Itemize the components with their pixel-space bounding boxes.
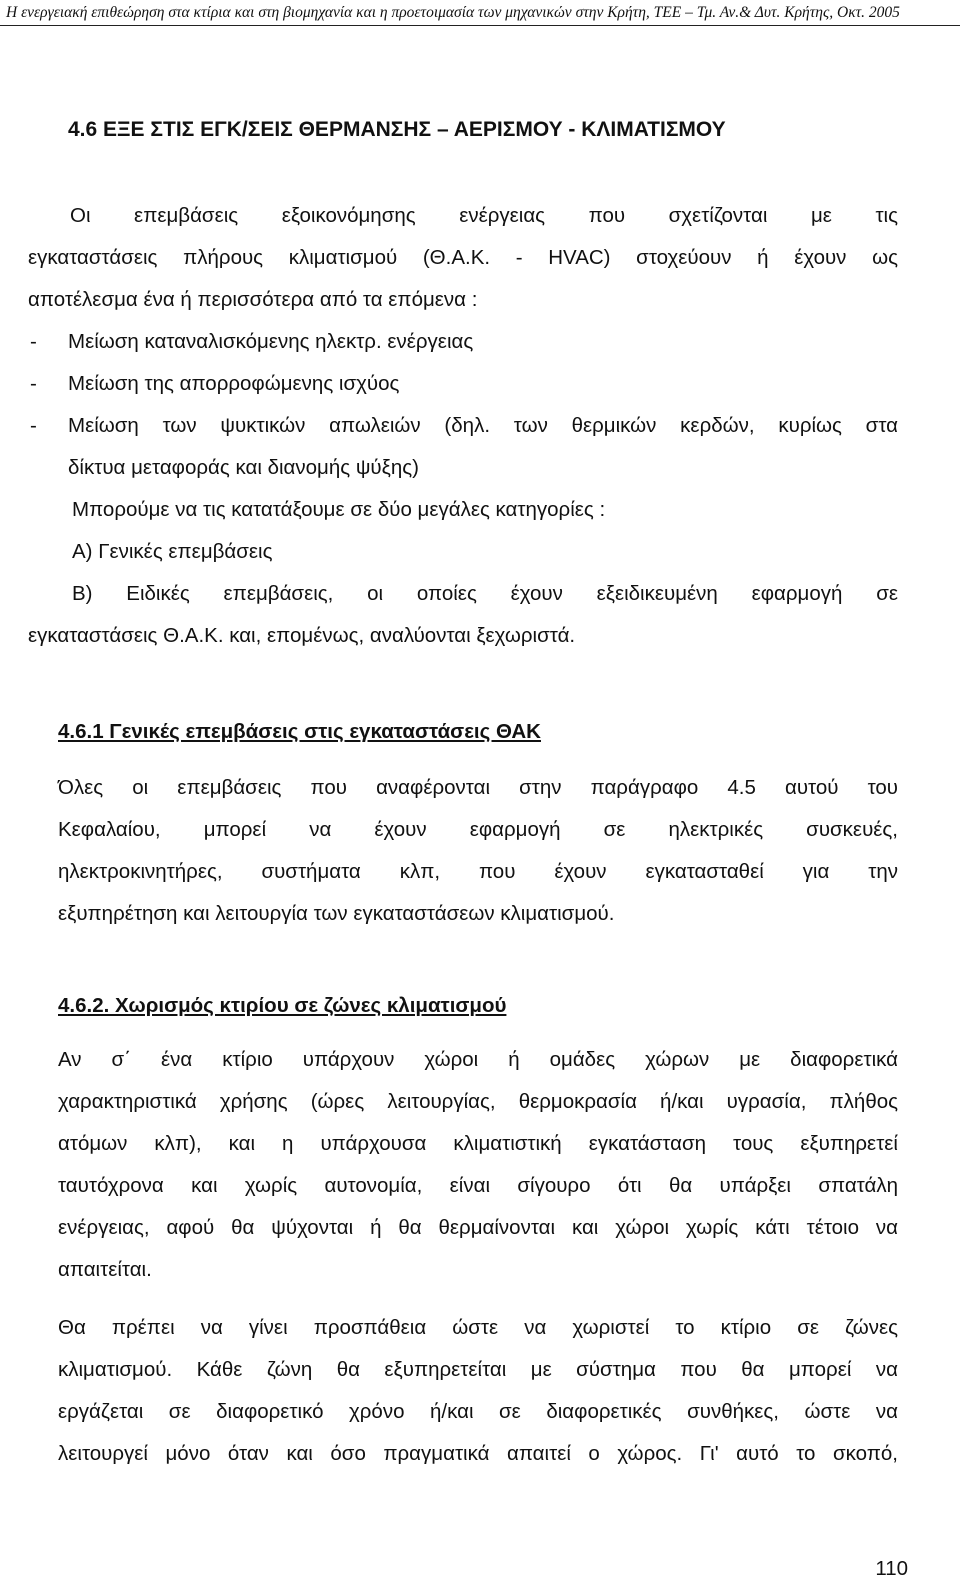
header-rule: [0, 25, 960, 26]
subsection-1-line-1: Όλες οι επεμβάσεις που αναφέρονται στην παράγραφο 4.5 αυτού του: [58, 776, 898, 799]
category-a: Α) Γενικές επεμβάσεις: [72, 540, 273, 563]
subsection-2-para1-line-1: Αν σ΄ ένα κτίριο υπάρχουν χώροι ή ομάδες χώρων με διαφορετικά: [58, 1048, 898, 1071]
section-title: 4.6 ΕΞΕ ΣΤΙΣ ΕΓΚ/ΣΕΙΣ ΘΕΡΜΑΝΣΗΣ – ΑΕΡΙΣΜΟΥ - ΚΛΙΜΑΤΙΣΜΟΥ: [68, 118, 726, 141]
subsection-1-line-4: εξυπηρέτηση και λειτουργία των εγκαταστάσεων κλιματισμού.: [58, 902, 615, 925]
subsection-2-para2-line-3: εργάζεται σε διαφορετικό χρόνο ή/και σε διαφορετικές συνθήκες, ώστε να: [58, 1400, 898, 1423]
bullet-item-1: Μείωση καταναλισκόμενης ηλεκτρ. ενέργειας: [68, 330, 474, 353]
bullet-dash-3: -: [30, 414, 37, 437]
categories-intro: Μπορούμε να τις κατατάξουμε σε δύο μεγάλες κατηγορίες :: [72, 498, 606, 521]
subsection-1-line-2: Κεφαλαίου, μπορεί να έχουν εφαρμογή σε ηλεκτρικές συσκευές,: [58, 818, 898, 841]
bullet-dash-2: -: [30, 372, 37, 395]
intro-line-3: αποτέλεσμα ένα ή περισσότερα από τα επόμενα :: [28, 288, 478, 311]
subsection-2-para1-line-6: απαιτείται.: [58, 1258, 152, 1281]
category-b-line-1: Β) Ειδικές επεμβάσεις, οι οποίες έχουν εξειδικευμένη εφαρμογή σε: [72, 582, 898, 605]
bullet-dash-1: -: [30, 330, 37, 353]
bullet-item-3-line-1: Μείωση των ψυκτικών απωλειών (δηλ. των θερμικών κερδών, κυρίως στα: [68, 414, 898, 437]
intro-line-1: Οι επεμβάσεις εξοικονόμησης ενέργειας που σχετίζονται με τις: [70, 204, 898, 227]
bullet-item-3-line-2: δίκτυα μεταφοράς και διανομής ψύξης): [68, 456, 419, 479]
subsection-2-para2-line-1: Θα πρέπει να γίνει προσπάθεια ώστε να χωριστεί το κτίριο σε ζώνες: [58, 1316, 898, 1339]
subsection-2-para2-line-2: κλιματισμού. Κάθε ζώνη θα εξυπηρετείται με σύστημα που θα μπορεί να: [58, 1358, 898, 1381]
subsection-2-para1-line-3: ατόμων κλπ), και η υπάρχουσα κλιματιστική εγκατάσταση τους εξυπηρετεί: [58, 1132, 898, 1155]
subsection-2-para1-line-4: ταυτόχρονα και χωρίς αυτονομία, είναι σίγουρο ότι θα υπάρξει σπατάλη: [58, 1174, 898, 1197]
subsection-2-para1-line-5: ενέργειας, αφού θα ψύχονται ή θα θερμαίνονται και χώροι χωρίς κάτι τέτοιο να: [58, 1216, 898, 1239]
category-b-line-2: εγκαταστάσεις Θ.Α.Κ. και, επομένως, αναλύονται ξεχωριστά.: [28, 624, 576, 647]
subsection-2-title: 4.6.2. Χωρισμός κτιρίου σε ζώνες κλιματισμού: [58, 994, 507, 1017]
subsection-1-line-3: ηλεκτροκινητήρες, συστήματα κλπ, που έχουν εγκατασταθεί για την: [58, 860, 898, 883]
subsection-1-title: 4.6.1 Γενικές επεμβάσεις στις εγκαταστάσεις ΘΑΚ: [58, 720, 541, 743]
subsection-2-para2-line-4: λειτουργεί μόνο όταν και όσο πραγματικά απαιτεί ο χώρος. Γι' αυτό το σκοπό,: [58, 1442, 898, 1465]
intro-line-2: εγκαταστάσεις πλήρους κλιματισμού (Θ.Α.Κ. - HVAC) στοχεύουν ή έχουν ως: [28, 246, 898, 269]
page-number: 110: [875, 1557, 908, 1580]
subsection-2-para1-line-2: χαρακτηριστικά χρήσης (ώρες λειτουργίας, θερμοκρασία ή/και υγρασία, πλήθος: [58, 1090, 898, 1113]
running-header: Η ενεργειακή επιθεώρηση στα κτίρια και στη βιομηχανία και η προετοιμασία των μηχανικών στην Κρήτη, ΤΕΕ – Τμ. Αν.& Δυτ. Κρήτης, Οκτ. 2005: [6, 4, 900, 21]
bullet-item-2: Μείωση της απορροφώμενης ισχύος: [68, 372, 400, 395]
